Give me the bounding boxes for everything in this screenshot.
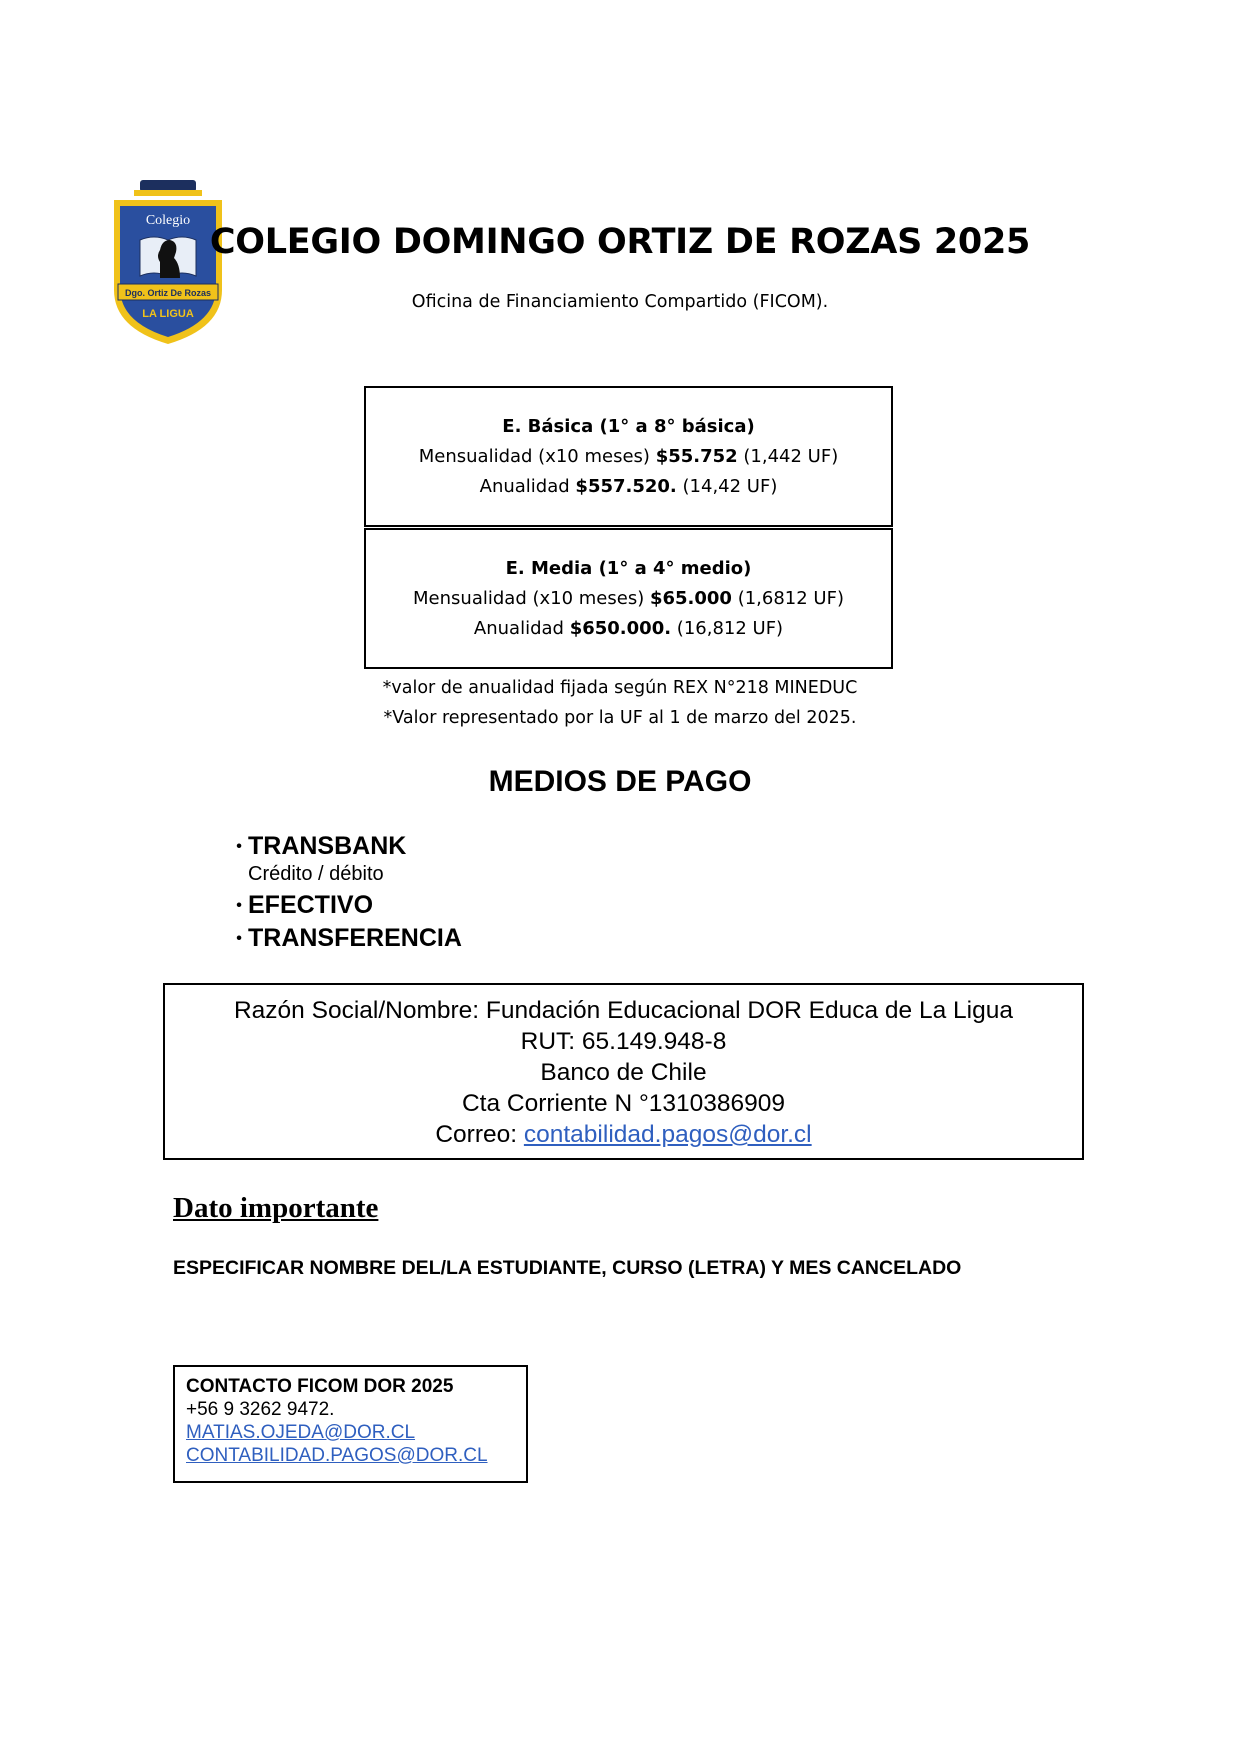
fee-note-rex: *valor de anualidad fijada según REX N°218 MINEDUC xyxy=(382,678,858,698)
payment-method-transferencia xyxy=(230,923,462,954)
fee-media-annual-label: Anualidad xyxy=(473,618,564,639)
bank-rut: RUT: 65.149.948-8 xyxy=(520,1028,727,1055)
fee-media-monthly-uf: (1,6812 UF) xyxy=(737,588,844,609)
payment-method-efectivo xyxy=(230,890,373,921)
bank-details-box xyxy=(163,983,1084,1160)
payment-method-transbank-sub: Crédito / débito xyxy=(248,863,384,885)
bullet-icon: • xyxy=(236,838,242,856)
bank-razon-social: Razón Social/Nombre: Fundación Educacional DOR Educa de La Ligua xyxy=(233,997,1013,1024)
fee-basica-annual-amount: $557.520. xyxy=(575,476,677,497)
fee-media-monthly-label: Mensualidad (x10 meses) xyxy=(413,588,645,609)
fee-media-monthly xyxy=(366,584,891,614)
payment-method-label: TRANSFERENCIA xyxy=(248,924,462,952)
fee-basica-heading: E. Básica (1° a 8° básica) xyxy=(502,416,755,437)
bullet-icon: • xyxy=(236,897,242,915)
crest-bottom-text: LA LIGUA xyxy=(142,308,194,320)
bank-email-label: Correo: xyxy=(435,1121,524,1148)
fee-basica-annual-label: Anualidad xyxy=(479,476,570,497)
contact-title: CONTACTO FICOM DOR 2025 xyxy=(186,1376,454,1397)
payment-method-transbank xyxy=(230,831,406,862)
fee-basica-monthly-label: Mensualidad (x10 meses) xyxy=(418,446,650,467)
fee-basica-monthly xyxy=(366,442,891,472)
contact-email-pagos-link[interactable]: CONTABILIDAD.PAGOS@DOR.CL xyxy=(186,1445,488,1466)
fee-basica-monthly-uf: (1,442 UF) xyxy=(743,446,839,467)
contact-phone: +56 9 3262 9472. xyxy=(186,1399,335,1420)
important-title: Dato importante xyxy=(173,1192,379,1224)
fee-media-annual-uf: (16,812 UF) xyxy=(676,618,784,639)
school-crest-icon xyxy=(110,178,226,346)
fee-note-uf: *Valor representado por la UF al 1 de marzo del 2025. xyxy=(383,708,857,728)
bullet-icon: • xyxy=(236,930,242,948)
crest-banner-text: Dgo. Ortiz De Rozas xyxy=(124,288,212,298)
payment-method-label: TRANSBANK xyxy=(248,832,407,860)
fee-basica-monthly-amount: $55.752 xyxy=(655,446,738,467)
bank-email-row xyxy=(165,1119,1082,1150)
page-title: COLEGIO DOMINGO ORTIZ DE ROZAS 2025 xyxy=(209,222,1031,262)
contact-email-ojeda-link[interactable]: MATIAS.OJEDA@DOR.CL xyxy=(186,1422,416,1443)
contact-box xyxy=(173,1365,528,1483)
page-subtitle: Oficina de Financiamiento Compartido (FICOM). xyxy=(411,292,829,312)
school-logo xyxy=(110,178,226,346)
bank-name: Banco de Chile xyxy=(540,1059,707,1086)
bank-email-link[interactable]: contabilidad.pagos@dor.cl xyxy=(523,1121,812,1148)
fee-media-monthly-amount: $65.000 xyxy=(649,588,732,609)
fee-media-heading: E. Media (1° a 4° medio) xyxy=(505,558,752,579)
fee-basica-annual xyxy=(366,472,891,502)
fee-media-annual xyxy=(366,614,891,644)
crest-top-text: Colegio xyxy=(145,213,191,228)
fee-box-basica xyxy=(364,386,893,527)
fee-media-annual-amount: $650.000. xyxy=(569,618,672,639)
payment-methods-heading: MEDIOS DE PAGO xyxy=(488,765,752,798)
bank-account: Cta Corriente N °1310386909 xyxy=(461,1090,786,1117)
payment-method-label: EFECTIVO xyxy=(248,891,374,919)
important-text: ESPECIFICAR NOMBRE DEL/LA ESTUDIANTE, CURSO (LETRA) Y MES CANCELADO xyxy=(173,1257,962,1279)
fee-basica-annual-uf: (14,42 UF) xyxy=(682,476,778,497)
fee-box-media xyxy=(364,528,893,669)
